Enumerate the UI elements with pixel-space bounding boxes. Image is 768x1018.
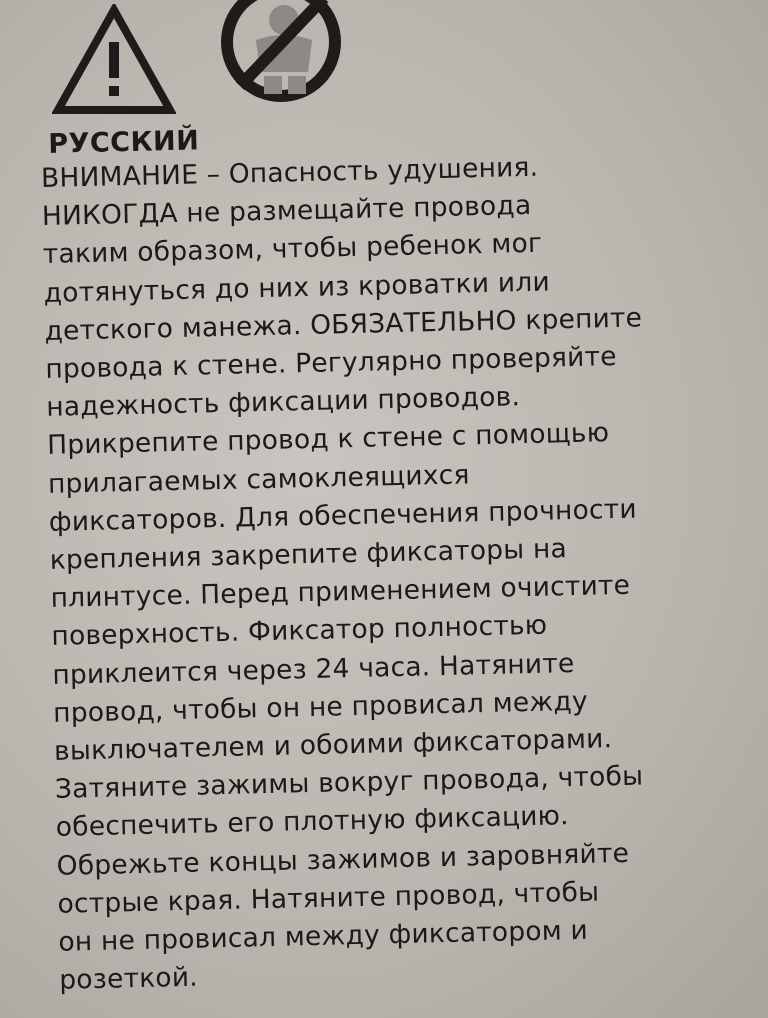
no-child-prohibition-icon — [212, 0, 350, 104]
instruction-line: фиксаторов. Для обеспечения прочности — [48, 493, 638, 538]
instruction-line: провода к стене. Регулярно проверяйте — [45, 340, 617, 385]
instruction-line: дотянуться до них из кроватки или — [43, 266, 551, 309]
warning-triangle-icon — [52, 4, 176, 118]
instruction-line: детского манежа. ОБЯЗАТЕЛЬНО крепите — [44, 302, 643, 347]
instruction-line: приклеится через 24 часа. Натяните — [52, 647, 575, 691]
language-heading: РУССКИЙ — [47, 125, 200, 160]
instruction-line: Обрежьте концы зажимов и заровняйте — [56, 837, 630, 882]
instruction-line: ВНИМАНИЕ – Опасность удушения. — [40, 151, 539, 194]
instruction-line: прилагаемых самоклеящихся — [47, 458, 470, 500]
instruction-line: Затяните зажимы вокруг провода, чтобы — [54, 760, 644, 806]
instruction-line: крепления закрепите фиксаторы на — [49, 533, 568, 576]
instruction-line: он не провисал между фиксатором и — [58, 914, 589, 958]
instruction-line: НИКОГДА не размещайте провода — [41, 190, 532, 233]
instruction-line: Прикрепите провод к стене с помощью — [46, 417, 610, 462]
instruction-line: плинтусе. Перед применением очистите — [50, 569, 631, 615]
instruction-line: обеспечить его плотную фиксацию. — [55, 800, 570, 844]
instructions-text-block — [40, 114, 760, 1000]
instruction-line: надежность фиксации проводов. — [45, 381, 521, 424]
instruction-line: провод, чтобы он не провисал между — [52, 685, 589, 729]
instruction-line: таким образом, чтобы ребенок мог — [42, 228, 543, 271]
instruction-line: острые края. Натяните провод, чтобы — [57, 876, 600, 920]
instruction-line: розеткой. — [58, 961, 199, 997]
instruction-lines — [41, 144, 760, 1000]
instruction-line: поверхность. Фиксатор полностью — [51, 610, 548, 653]
instruction-line: выключателем и обоими фиксаторами. — [53, 723, 613, 767]
